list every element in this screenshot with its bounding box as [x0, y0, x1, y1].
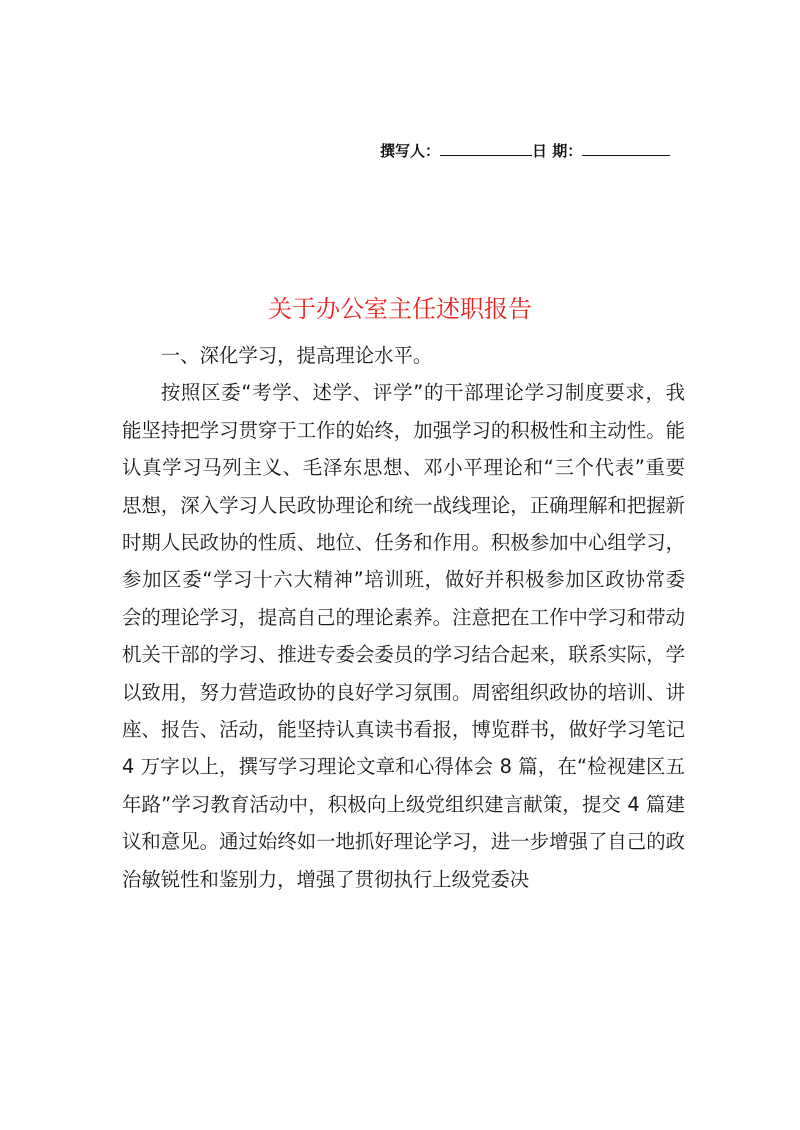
document-title: 关于办公室主任述职报告: [268, 295, 532, 323]
body-paragraph: 按照区委“考学、述学、评学”的干部理论学习制度要求，我能坚持把学习贯穿于工作的始终，加强学习的积极性和主动性。能认真学习马列主义、毛泽东思想、邓小平理论和“三个代表”重要思想，深入学习人民政协理论和统一战线理论，正确理解和把握新时期人民政协的性质、地位、任务和作用。积极参加中心组学习，参加区委“学习十六大精神”培训班，做好并积极参加区政协常委会的理论学习，提高自己的理论素养。注意把在工作中学习和带动机关干部的学习、推进专委会委员的学习结合起来，联系实际，学以致用，努力营造政协的良好学习氛围。周密组织政协的培训、讲座、报告、活动，能坚持认真读书看报，博览群书，做好学习笔记 4 万字以上，撰写学习理论文章和心得体会 8 篇，在“检视建区五年路”学习教育活动中，积极向上级党组织建言献策，提交 4 篇建议和意见。通过始终如一地抓好理论学习，进一步增强了自己的政治敏锐性和鉴别力，增强了贯彻执行上级党委决: [122, 381, 685, 891]
date-label: 日 期：: [532, 142, 583, 160]
document-body: [122, 337, 685, 898]
author-label: 撰写人：: [380, 142, 441, 160]
date-blank-field[interactable]: [582, 139, 670, 156]
author-date-line: [380, 139, 680, 163]
author-blank-field[interactable]: [440, 139, 532, 156]
section-heading: 一、深化学习，提高理论水平。: [160, 344, 433, 367]
